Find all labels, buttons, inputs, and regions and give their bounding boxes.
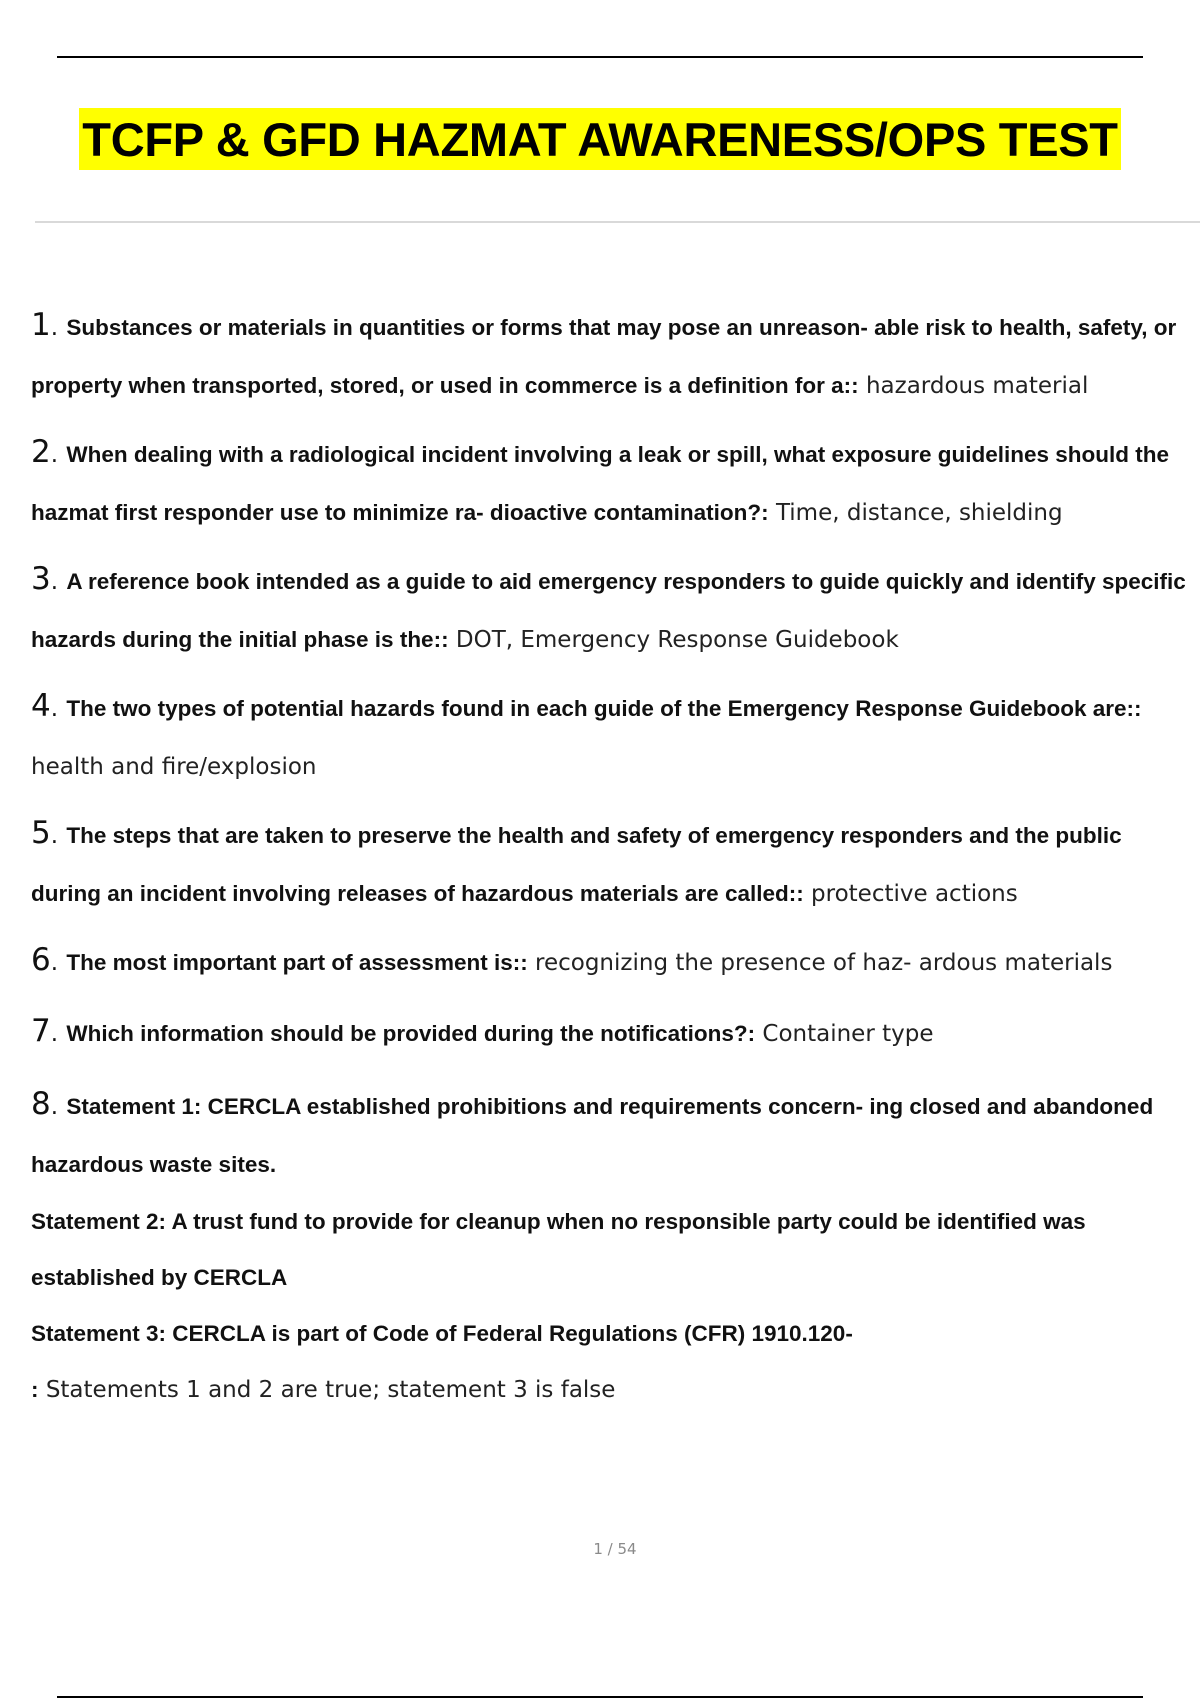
number-separator: . bbox=[50, 696, 59, 722]
question-item-8 bbox=[31, 1075, 1196, 1194]
question-text: Which information should be provided during the notifications?: bbox=[66, 1021, 756, 1046]
question-number: 3 bbox=[31, 561, 51, 597]
question-list bbox=[31, 296, 1196, 1418]
question-number: 8 bbox=[31, 1086, 51, 1122]
question-number: 1 bbox=[31, 307, 51, 343]
question-text: A reference book intended as a guide to aid emergency responders to guide quickly and identify specific hazards during the initial phase is the:: bbox=[31, 569, 1186, 652]
statement-3: Statement 3: CERCLA is part of Code of Federal Regulations (CFR) 1910.120- bbox=[31, 1321, 853, 1346]
title-container bbox=[0, 108, 1200, 170]
number-separator: . bbox=[50, 315, 59, 341]
question-number: 5 bbox=[31, 815, 51, 851]
bottom-rule bbox=[57, 1696, 1143, 1698]
question-text: The steps that are taken to preserve the health and safety of emergency responders and the public during an incident involving releases of hazardous materials are called:: bbox=[31, 823, 1122, 906]
question-text: The most important part of assessment is:: bbox=[66, 950, 528, 975]
question-text: The two types of potential hazards found in each guide of the Emergency Response Guidebook are:: bbox=[66, 696, 1142, 721]
answer-text: DOT, Emergency Response Guidebook bbox=[455, 627, 899, 653]
answer-prefix: : bbox=[31, 1377, 39, 1402]
question-item-4 bbox=[31, 677, 1196, 796]
question-item-5 bbox=[31, 804, 1196, 923]
number-separator: . bbox=[50, 950, 59, 976]
number-separator: . bbox=[50, 1021, 59, 1047]
document-title: TCFP & GFD HAZMAT AWARENESS/OPS TEST bbox=[79, 108, 1120, 170]
answer-text: Container type bbox=[762, 1021, 934, 1047]
answer-text: recognizing the presence of haz- ardous materials bbox=[535, 950, 1113, 976]
answer-text: health and fire/explosion bbox=[31, 754, 317, 780]
question-number: 6 bbox=[31, 942, 51, 978]
question-text: When dealing with a radiological incident involving a leak or spill, what exposure guidelines should the hazmat first responder use to minimize ra- dioactive contamination?: bbox=[31, 442, 1170, 525]
answer-text: Statements 1 and 2 are true; statement 3 is false bbox=[45, 1377, 616, 1403]
number-separator: . bbox=[50, 442, 59, 468]
answer-text: protective actions bbox=[811, 881, 1018, 907]
title-divider bbox=[35, 221, 1200, 223]
question-item-6 bbox=[31, 931, 1196, 992]
question-item-3 bbox=[31, 550, 1196, 669]
answer-text: hazardous material bbox=[865, 373, 1089, 399]
question-item-1 bbox=[31, 296, 1196, 415]
statement-2: Statement 2: A trust fund to provide for cleanup when no responsible party could be identified was established by CERCLA bbox=[31, 1209, 1086, 1290]
question-item-2 bbox=[31, 423, 1196, 542]
question-number: 7 bbox=[31, 1013, 51, 1049]
statement-1: Statement 1: CERCLA established prohibitions and requirements concern- ing closed and abandoned hazardous waste sites. bbox=[31, 1094, 1154, 1177]
number-separator: . bbox=[50, 823, 59, 849]
answer-text: Time, distance, shielding bbox=[775, 500, 1063, 526]
number-separator: . bbox=[50, 569, 59, 595]
number-separator: . bbox=[50, 1094, 59, 1120]
question-text: Substances or materials in quantities or forms that may pose an unreason- able risk to health, safety, or property when transported, stored, or used in commerce is a definition for a:: bbox=[31, 315, 1177, 398]
question-number: 4 bbox=[31, 688, 51, 724]
question-8-answer bbox=[31, 1362, 1196, 1418]
top-rule bbox=[57, 56, 1143, 58]
page-indicator: 1 / 54 bbox=[593, 1540, 637, 1558]
question-item-7 bbox=[31, 1002, 1196, 1063]
question-number: 2 bbox=[31, 434, 51, 470]
